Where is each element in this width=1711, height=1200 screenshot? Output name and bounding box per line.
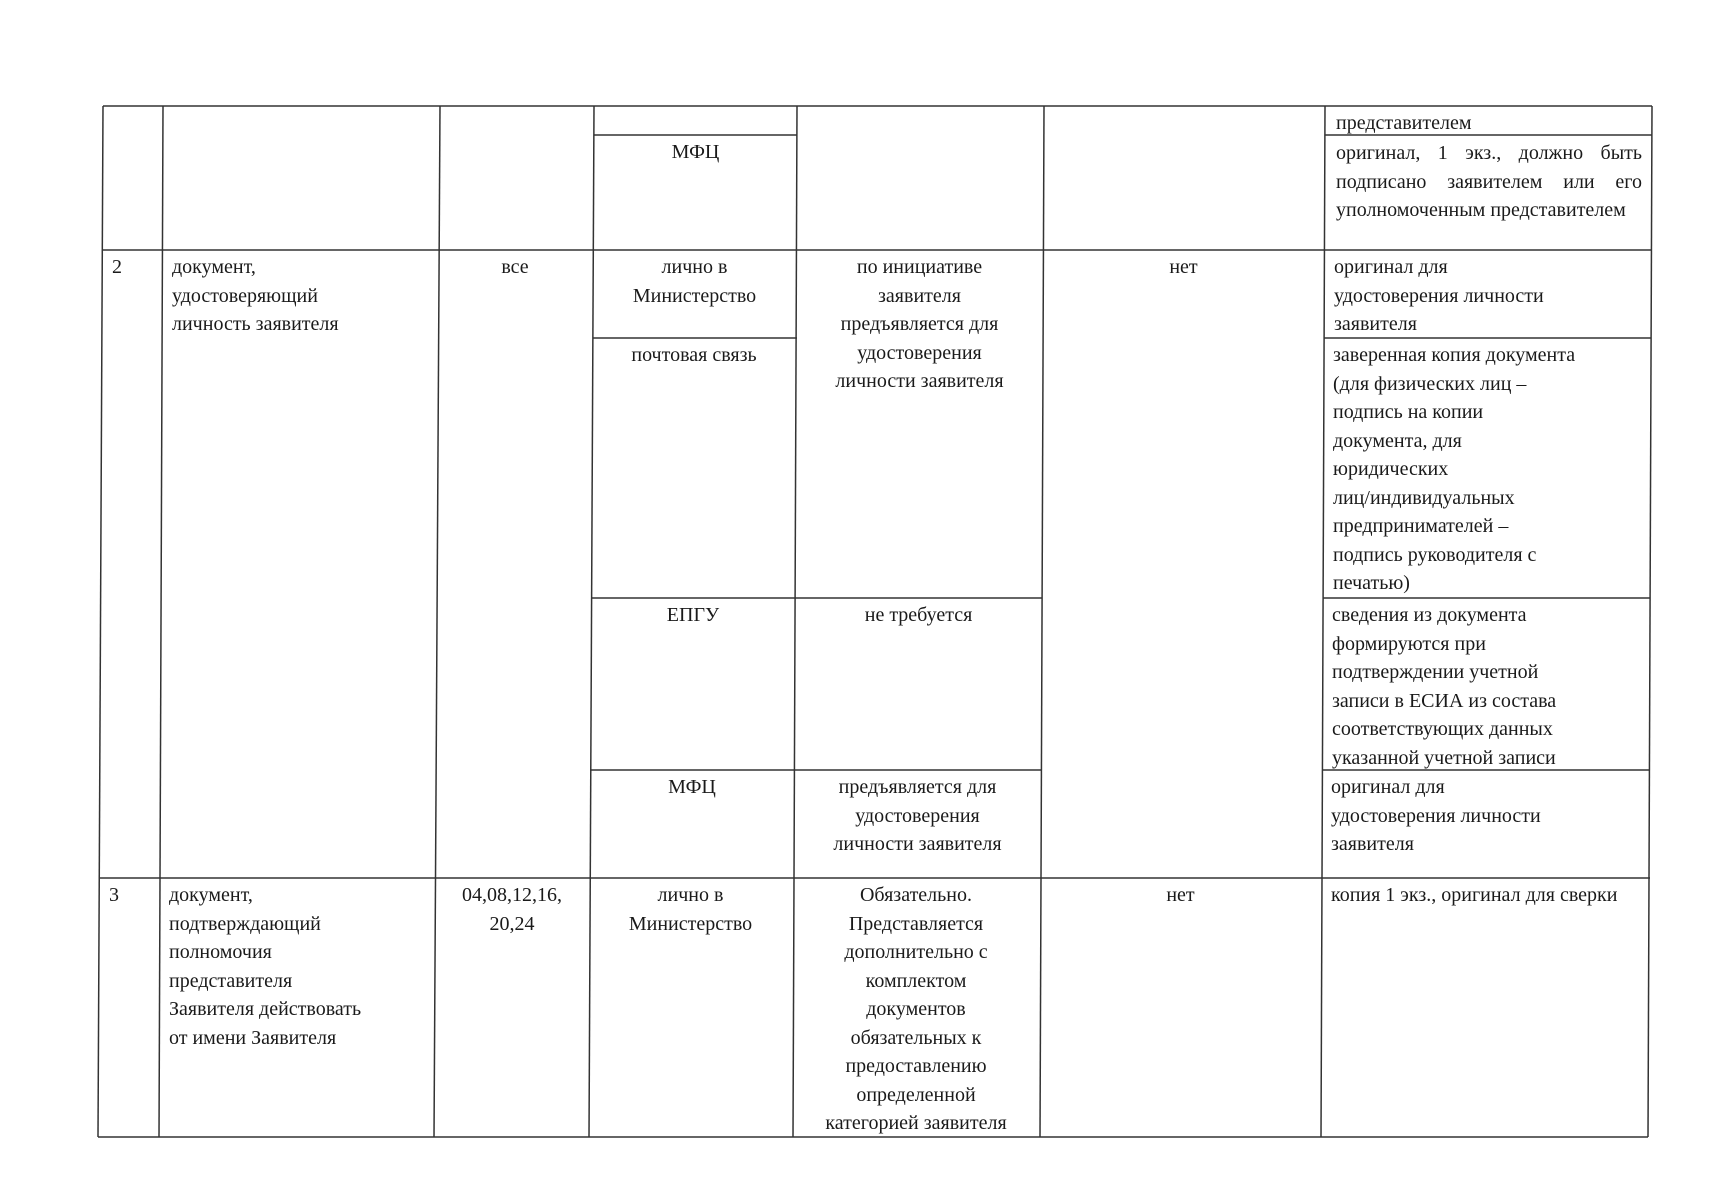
row-2-channel-post: почтовая связь [631,344,757,366]
top-fragment-channel-mfc: МФЦ [671,141,720,163]
row-3-note: Обязательно. Представляется дополнительно с комплектом документов обязательных к предоставлению определенной категорией заявителя [825,884,1007,1134]
row-2-requirement-mfc: оригинал для удостоверения личности заявителя [1331,776,1541,855]
row-2-note-mfc: предъявляется для удостоверения личности заявителя [833,776,1002,855]
top-fragment-requirement-mfc: оригинал, 1 экз., должно быть подписано заявителем или его уполномоченным представителем [1336,142,1642,221]
top-fragment-requirement-tail: представителем [1336,112,1472,134]
row-2-document-name: документ, удостоверяющий личность заявителя [172,256,339,335]
row-2-note-in-person: по инициативе заявителя предъявляется для удостоверения личности заявителя [835,256,1004,392]
row-2-note-epgu: не требуется [864,604,973,626]
row-2-applicant-categories: все [501,256,529,278]
row-3-flag: нет [1166,884,1195,906]
row-2-requirement-in-person: оригинал для удостоверения личности заявителя [1334,256,1544,335]
row-2-flag: нет [1169,256,1198,278]
row-3-number: 3 [109,884,119,906]
row-3-document-name: документ, подтверждающий полномочия представителя Заявителя действовать от имени Заявителя [169,884,362,1049]
row-2-channel-mfc: МФЦ [668,776,716,798]
row-2-channel-in-person: лично в Министерство [632,256,757,307]
row-3-requirement: копия 1 экз., оригинал для сверки [1331,884,1618,906]
row-2-requirement-post: заверенная копия документа (для физических лиц – подпись на копии документа, для юридических лиц/индивидуальных предпринимателей – подпись руководителя с печатью) [1333,344,1576,594]
row-2-channel-epgu: ЕПГУ [666,604,720,626]
row-2-requirement-epgu: сведения из документа формируются при подтверждении учетной записи в ЕСИА из состава соответствующих данных указанной учетной записи [1332,604,1557,769]
row-3-applicant-categories: 04,08,12,16, 20,24 [462,884,562,935]
row-3-channel: лично в Министерство [628,884,753,935]
row-2-number: 2 [112,256,122,278]
